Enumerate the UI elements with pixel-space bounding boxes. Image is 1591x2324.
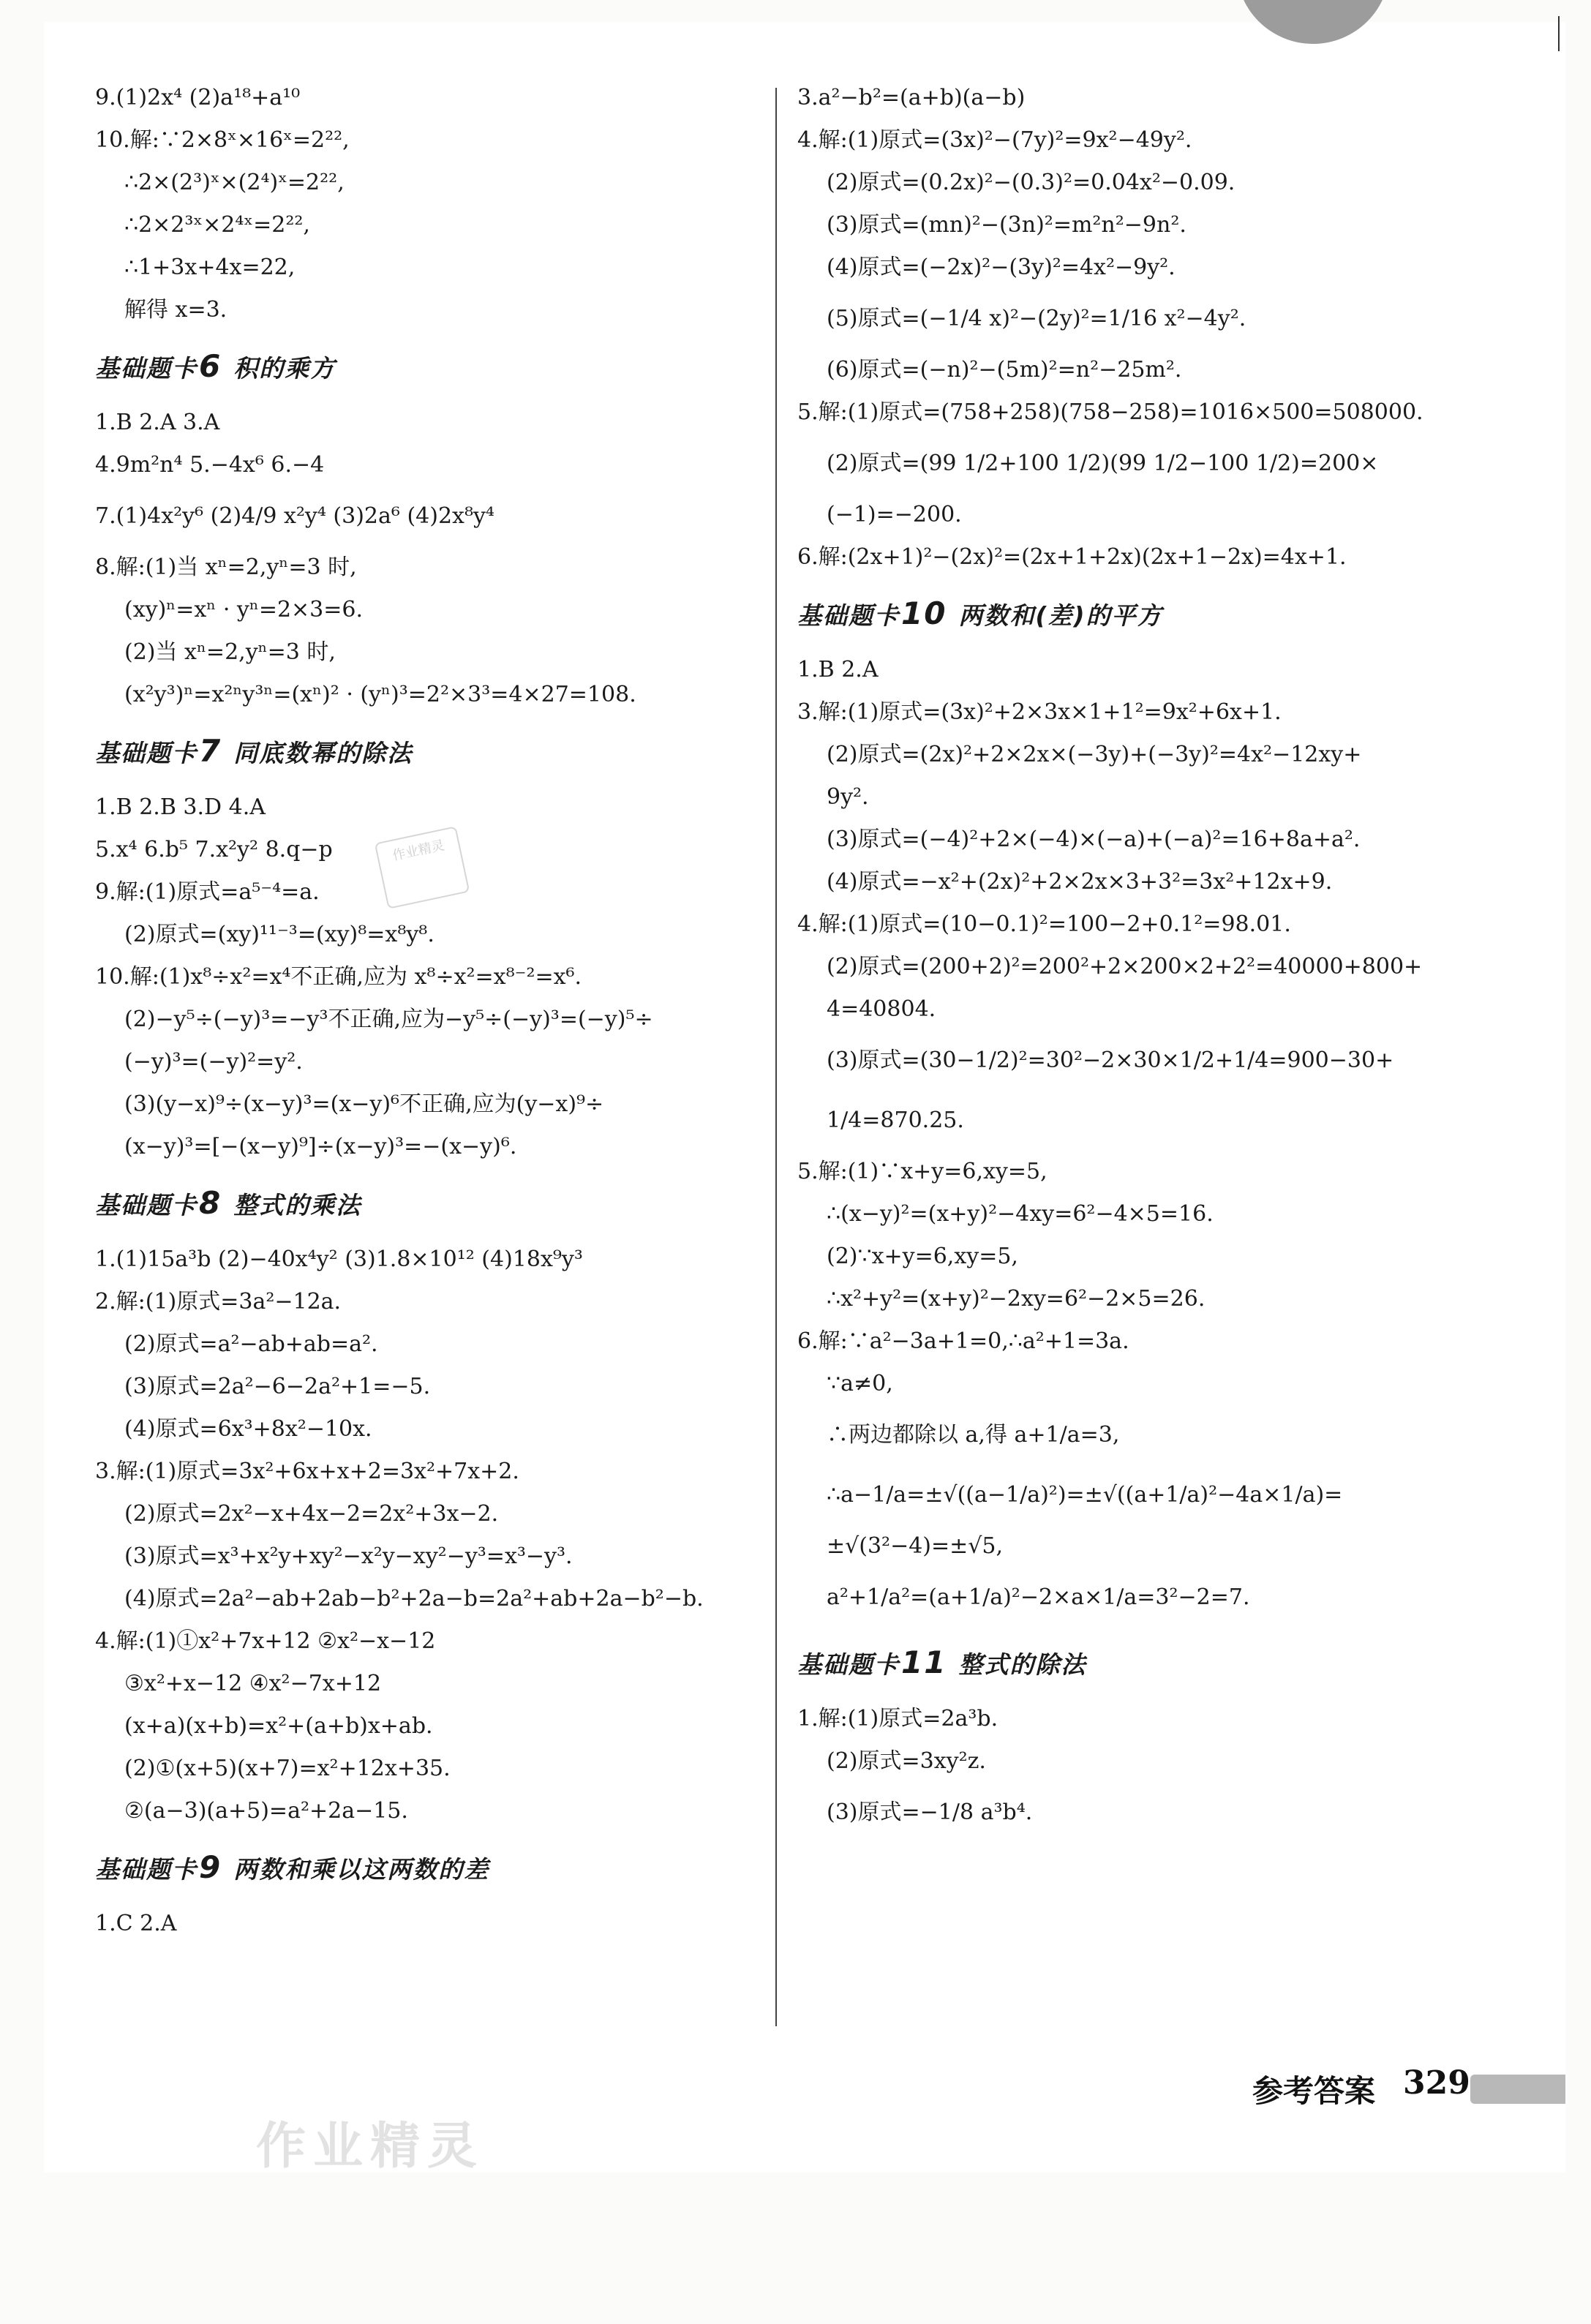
answer-line: 1.(1)15a³b (2)−40x⁴y² (3)1.8×10¹² (4)18x⁹y³ [95, 1246, 583, 1272]
section-heading-prefix: 基础题卡 [95, 1855, 198, 1884]
answer-line: (x+a)(x+b)=x²+(a+b)x+ab. [124, 1713, 433, 1739]
section-number: 11 [901, 1644, 947, 1680]
answer-line: 9.(1)2x⁴ (2)a¹⁸+a¹⁰ [95, 85, 301, 110]
answer-line: (3)原式=(mn)²−(3n)²=m²n²−9n². [827, 212, 1186, 238]
answer-line: 8.解:(1)当 xⁿ=2,yⁿ=3 时, [95, 554, 357, 580]
answer-line: ∴2×2³ˣ×2⁴ˣ=2²², [124, 212, 310, 238]
section-heading [95, 716, 753, 786]
answer-line: (4)原式=6x³+8x²−10x. [124, 1416, 372, 1442]
answer-line: ∴1+3x+4x=22, [124, 255, 296, 280]
section-heading [95, 1168, 753, 1238]
answer-line: (xy)ⁿ=xⁿ · yⁿ=2×3=6. [124, 597, 364, 623]
answer-line: 6.解:∵a²−3a+1=0,∴a²+1=3a. [797, 1328, 1129, 1354]
answer-line: ∴2×(2³)ˣ×(2⁴)ˣ=2²², [124, 170, 345, 195]
answer-line: ∴x²+y²=(x+y)²−2xy=6²−2×5=26. [827, 1286, 1206, 1312]
answer-line: (3)(y−x)⁹÷(x−y)³=(x−y)⁶不正确,应为(y−x)⁹÷ [124, 1091, 604, 1117]
answer-line: ②(a−3)(a+5)=a²+2a−15. [124, 1798, 408, 1824]
answer-line: ∴(x−y)²=(x+y)²−4xy=6²−4×5=16. [827, 1201, 1214, 1227]
answer-line: 10.解:∵2×8ˣ×16ˣ=2²², [95, 127, 350, 153]
answer-line: (2)原式=(200+2)²=200²+2×200×2+2²=40000+800+ [827, 954, 1423, 979]
answer-line: (3)原式=(30−1/2)²=30²−2×30×1/2+1/4=900−30+ [827, 1048, 1394, 1073]
section-number: 9 [199, 1849, 222, 1885]
section-heading-prefix: 基础题卡 [95, 1191, 198, 1219]
answer-line: (x²y³)ⁿ=x²ⁿy³ⁿ=(xⁿ)² · (yⁿ)³=2²×3³=4×27=108. [124, 682, 636, 707]
answer-line: ③x²+x−12 ④x²−7x+12 [124, 1671, 382, 1696]
answer-line: 1.B 2.A [797, 657, 879, 682]
footer-tab-bar [1470, 2075, 1565, 2104]
section-heading [95, 331, 753, 402]
section-title: 整式的乘法 [233, 1191, 362, 1219]
answer-line: (2)①(x+5)(x+7)=x²+12x+35. [124, 1756, 451, 1781]
top-edge-mark [1558, 16, 1560, 51]
section-heading [797, 1628, 1478, 1698]
answer-line: ∵a≠0, [827, 1371, 893, 1396]
answer-line: 9y². [827, 784, 869, 810]
section-title: 两数和乘以这两数的差 [233, 1855, 490, 1884]
section-number: 8 [199, 1185, 222, 1221]
answer-line: (5)原式=(−1/4 x)²−(2y)²=1/16 x²−4y². [827, 306, 1246, 331]
answer-line: 解得 x=3. [124, 297, 227, 323]
answer-line: 9.解:(1)原式=a⁵⁻⁴=a. [95, 879, 320, 905]
answer-line: 4.9m²n⁴ 5.−4x⁶ 6.−4 [95, 452, 325, 478]
answer-line: ∴两边都除以 a,得 a+1/a=3, [827, 1422, 1120, 1448]
answer-line: (4)原式=(−2x)²−(3y)²=4x²−9y². [827, 255, 1176, 280]
answer-line: (6)原式=(−n)²−(5m)²=n²−25m². [827, 357, 1182, 383]
section-title: 同底数幂的除法 [233, 739, 413, 767]
answer-line: 5.解:(1)∵x+y=6,xy=5, [797, 1159, 1047, 1184]
section-title: 整式的除法 [958, 1650, 1087, 1679]
answer-line: 10.解:(1)x⁸÷x²=x⁴不正确,应为 x⁸÷x²=x⁸⁻²=x⁶. [95, 964, 582, 990]
footer-title: 参考答案 [1252, 2073, 1376, 2109]
section-heading [95, 1832, 753, 1903]
answer-line: 3.a²−b²=(a+b)(a−b) [797, 85, 1026, 110]
section-number: 6 [199, 348, 222, 384]
section-title: 积的乘方 [233, 354, 336, 383]
answer-line: (2)原式=a²−ab+ab=a². [124, 1331, 378, 1357]
answer-line: 4.解:(1)原式=(3x)²−(7y)²=9x²−49y². [797, 127, 1192, 153]
answer-line: 1.B 2.B 3.D 4.A [95, 794, 266, 820]
answer-line: (2)−y⁵÷(−y)³=−y³不正确,应为−y⁵÷(−y)³=(−y)⁵÷ [124, 1007, 653, 1032]
answer-line: (4)原式=2a²−ab+2ab−b²+2a−b=2a²+ab+2a−b²−b. [124, 1586, 704, 1612]
left-column [95, 77, 753, 1945]
answer-line: 5.x⁴ 6.b⁵ 7.x²y² 8.q−p [95, 837, 333, 862]
answer-line: 4=40804. [827, 996, 936, 1022]
watermark-text: 作业精灵 [256, 2118, 485, 2176]
column-divider [775, 88, 777, 2026]
answer-line: (2)当 xⁿ=2,yⁿ=3 时, [124, 639, 336, 665]
answer-line: 6.解:(2x+1)²−(2x)²=(2x+1+2x)(2x+1−2x)=4x+1. [797, 544, 1347, 570]
section-number: 10 [901, 595, 947, 631]
answer-line: (2)原式=(xy)¹¹⁻³=(xy)⁸=x⁸y⁸. [124, 922, 435, 947]
answer-line: (x−y)³=[−(x−y)⁹]÷(x−y)³=−(x−y)⁶. [124, 1134, 517, 1159]
section-number: 7 [199, 733, 222, 769]
answer-line: 7.(1)4x²y⁶ (2)4/9 x²y⁴ (3)2a⁶ (4)2x⁸y⁴ [95, 503, 494, 529]
answer-line: ±√(3²−4)=±√5, [827, 1533, 1004, 1559]
watermark-stamp: 作业精灵 [375, 826, 470, 909]
section-heading [797, 579, 1478, 649]
section-heading-prefix: 基础题卡 [95, 354, 198, 383]
answer-line: (3)原式=−1/8 a³b⁴. [827, 1800, 1033, 1825]
answer-line: (3)原式=2a²−6−2a²+1=−5. [124, 1374, 431, 1399]
answer-line: 4.解:(1)原式=(10−0.1)²=100−2+0.1²=98.01. [797, 911, 1291, 937]
answer-line: (2)原式=(0.2x)²−(0.3)²=0.04x²−0.09. [827, 170, 1235, 195]
answer-line: (−1)=−200. [827, 502, 962, 527]
answer-line: a²+1/a²=(a+1/a)²−2×a×1/a=3²−2=7. [827, 1584, 1250, 1610]
answer-line: 3.解:(1)原式=(3x)²+2×3x×1+1²=9x²+6x+1. [797, 699, 1282, 725]
answer-line: 1.C 2.A [95, 1911, 177, 1936]
answer-line: 5.解:(1)原式=(758+258)(758−258)=1016×500=508000. [797, 399, 1423, 425]
answer-line: 2.解:(1)原式=3a²−12a. [95, 1289, 342, 1315]
answer-line: 1.解:(1)原式=2a³b. [797, 1706, 998, 1731]
answer-line: (−y)³=(−y)²=y². [124, 1049, 303, 1075]
answer-line: (2)原式=(99 1/2+100 1/2)(99 1/2−100 1/2)=200× [827, 451, 1379, 476]
answer-line: (2)原式=(2x)²+2×2x×(−3y)+(−3y)²=4x²−12xy+ [827, 742, 1362, 767]
section-title: 两数和(差)的平方 [958, 601, 1163, 630]
answer-line: ∴a−1/a=±√((a−1/a)²)=±√((a+1/a)²−4a×1/a)= [827, 1482, 1343, 1508]
section-heading-prefix: 基础题卡 [95, 739, 198, 767]
right-column [797, 77, 1478, 1843]
answer-line: 4.解:(1)①x²+7x+12 ②x²−x−12 [95, 1628, 436, 1654]
section-heading-prefix: 基础题卡 [797, 601, 900, 630]
answer-line: (2)原式=3xy²z. [827, 1748, 986, 1774]
answer-line: (3)原式=(−4)²+2×(−4)×(−a)+(−a)²=16+8a+a². [827, 827, 1361, 852]
answer-line: (2)∵x+y=6,xy=5, [827, 1244, 1018, 1269]
answer-line: 1.B 2.A 3.A [95, 410, 220, 435]
page-number: 329 [1403, 2064, 1470, 2102]
answer-line: 3.解:(1)原式=3x²+6x+x+2=3x²+7x+2. [95, 1459, 519, 1484]
section-heading-prefix: 基础题卡 [797, 1650, 900, 1679]
answer-line: 1/4=870.25. [827, 1108, 964, 1133]
answer-line: (3)原式=x³+x²y+xy²−x²y−xy²−y³=x³−y³. [124, 1543, 573, 1569]
answer-line: (4)原式=−x²+(2x)²+2×2x×3+3²=3x²+12x+9. [827, 869, 1333, 895]
answer-line: (2)原式=2x²−x+4x−2=2x²+3x−2. [124, 1501, 499, 1527]
